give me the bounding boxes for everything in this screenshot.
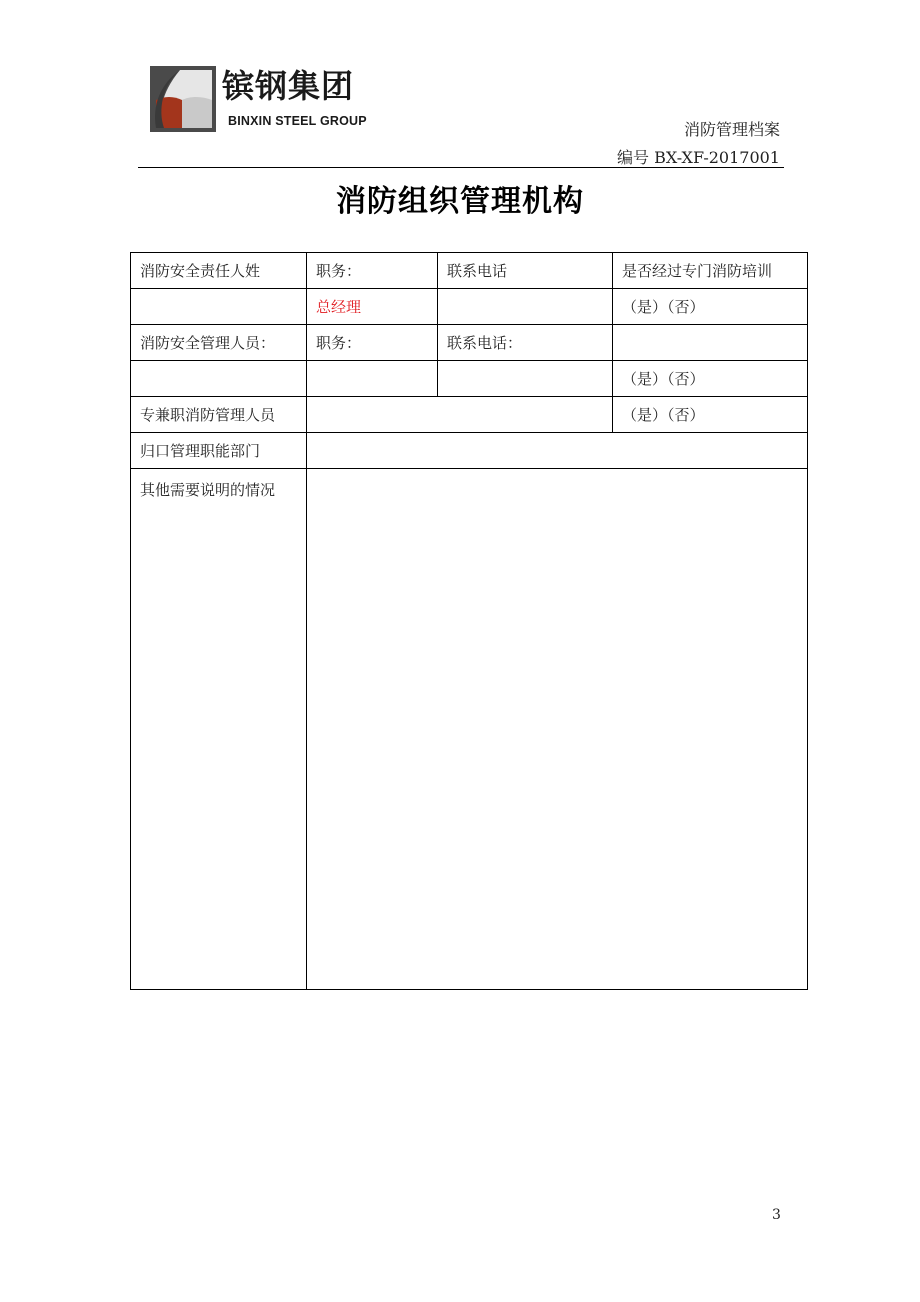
table-row [131, 253, 808, 289]
document-header [617, 116, 780, 172]
table-row [131, 289, 808, 325]
table-row [131, 469, 808, 990]
fire-staff-training-choice[interactable]: （是）（否） [613, 397, 808, 433]
table-row [131, 433, 808, 469]
training-label: 是否经过专门消防培训 [613, 253, 808, 289]
fire-staff-label: 专兼职消防管理人员 [131, 397, 307, 433]
logo-name-en: BINXIN STEEL GROUP [228, 114, 367, 128]
safety-manager-phone-field[interactable] [438, 361, 613, 397]
safety-manager-label: 消防安全管理人员： [131, 325, 307, 361]
other-notes-field[interactable] [307, 469, 808, 990]
safety-manager-training-cell [613, 325, 808, 361]
responsible-person-name-field[interactable] [131, 289, 307, 325]
phone-label: 联系电话： [438, 325, 613, 361]
table-row [131, 325, 808, 361]
safety-manager-position-field[interactable] [307, 361, 438, 397]
safety-manager-training-choice[interactable]: （是）（否） [613, 361, 808, 397]
other-notes-label: 其他需要说明的情况 [131, 469, 307, 990]
doc-category: 消防管理档案 [683, 120, 780, 139]
department-field[interactable] [307, 433, 808, 469]
responsible-person-position-field[interactable]: 总经理 [307, 289, 438, 325]
position-label: 职务： [307, 253, 438, 289]
logo-name-cn: 镔钢集团 [222, 67, 355, 105]
responsible-person-label: 消防安全责任人姓 [131, 253, 307, 289]
page-title: 消防组织管理机构 [336, 184, 584, 219]
logo-mark-icon [150, 66, 216, 132]
phone-label: 联系电话 [438, 253, 613, 289]
doc-number: 编号 BX-XF-2017001 [617, 148, 780, 167]
header-rule [138, 167, 784, 168]
company-logo [150, 66, 365, 134]
table-row [131, 397, 808, 433]
responsible-person-training-choice[interactable]: （是）（否） [613, 289, 808, 325]
page-number: 3 [772, 1207, 781, 1223]
position-label: 职务： [307, 325, 438, 361]
responsible-person-phone-field[interactable] [438, 289, 613, 325]
fire-org-form [130, 252, 808, 990]
safety-manager-name-field[interactable] [131, 361, 307, 397]
fire-staff-field[interactable] [307, 397, 613, 433]
table-row [131, 361, 808, 397]
department-label: 归口管理职能部门 [131, 433, 307, 469]
